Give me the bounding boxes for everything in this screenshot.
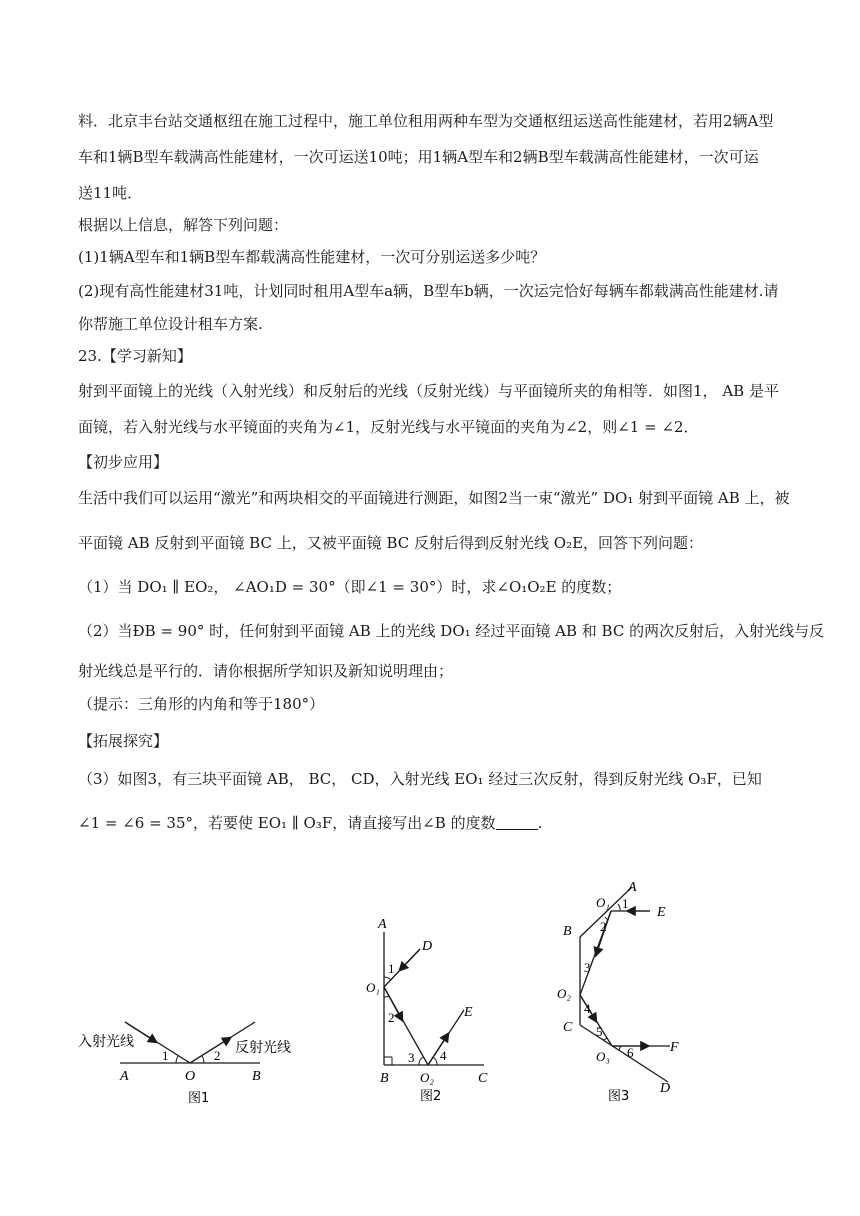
angle-4-label: 4 <box>584 1001 591 1016</box>
figure-2-caption: 图2 <box>420 1089 442 1102</box>
figure-3 <box>550 877 700 1102</box>
point-d-label: D <box>422 939 433 954</box>
point-b-label: B <box>380 1071 389 1086</box>
angle-4-label: 4 <box>440 1048 447 1063</box>
intro-line-2: 车和1辆B型车载满高性能建材，一次可运送10吨；用1辆A型车和2辆B型车载满高性能建材，一次可运 <box>78 148 759 166</box>
instruction-text: 根据以上信息，解答下列问题： <box>78 216 289 234</box>
point-a-label: A <box>378 917 387 932</box>
angle-3-label: 3 <box>408 1050 415 1065</box>
angle-5-arc <box>603 1038 607 1040</box>
problem-23-text-4: 平面镜 AB 反射到平面镜 BC 上，又被平面镜 BC 反射后得到反射光线 O₂E，回答下列问题： <box>78 534 704 552</box>
figure-2 <box>362 912 502 1102</box>
problem-23-question-2-line-1: （2）当ÐB = 90° 时，任何射到平面镜 AB 上的光线 DO₁ 经过平面镜 AB 和 BC 的两次反射后，入射光线与反 <box>78 622 825 640</box>
question-2-line-1: (2)现有高性能建材31吨，计划同时租用A型车a辆，B型车b辆，一次运完恰好每辆车都载满高性能建材.请 <box>78 282 779 300</box>
figure-1 <box>70 1010 310 1105</box>
problem-23-question-2-line-2: 射光线总是平行的．请你根据所学知识及新知说明理由； <box>78 662 454 680</box>
angle-2-label: 2 <box>600 919 607 934</box>
angle-6-label: 6 <box>627 1045 634 1060</box>
angle-2-arc <box>384 996 389 997</box>
figure-3-caption: 图3 <box>608 1089 630 1102</box>
point-e-label: E <box>657 905 666 920</box>
angle-1-arc <box>384 977 391 980</box>
question-3-text: ∠1 = ∠6 = 35°，若要使 EO₁ ∥ O₃F，请直接写出∠B 的度数 <box>78 814 496 832</box>
angle-2-label: 2 <box>388 1010 395 1025</box>
point-o3-label: O₃ <box>596 1049 610 1064</box>
angle-1-label: 1 <box>622 896 629 911</box>
point-a-label: A <box>120 1069 129 1084</box>
figure-1-caption: 图1 <box>188 1091 210 1105</box>
problem-23-question-1: （1）当 DO₁ ∥ EO₂， ∠AO₁D = 30°（即∠1 = 30°）时，求∠O₁O₂E 的度数； <box>78 578 622 596</box>
angle-2-label: 2 <box>214 1048 221 1063</box>
reflected-label: 反射光线 <box>235 1040 291 1056</box>
point-d-label: D <box>660 1081 671 1096</box>
angle-2-arc <box>202 1056 204 1063</box>
problem-23-text-3: 生活中我们可以运用“激光”和两块相交的平面镜进行测距，如图2当一束“激光” DO₁ 射到平面镜 AB 上，被 <box>78 489 790 507</box>
hint-text: （提示：三角形的内角和等于180°） <box>78 695 325 713</box>
point-o1-label: O₁ <box>596 895 610 910</box>
angle-4-arc <box>433 1057 437 1065</box>
point-a-label: A <box>628 880 637 895</box>
point-o-label: O <box>185 1069 196 1084</box>
section-extended-inquiry: 【拓展探究】 <box>78 732 169 750</box>
point-b-label: B <box>252 1069 261 1084</box>
reflected-arrow <box>190 1038 230 1063</box>
section-initial-application: 【初步应用】 <box>78 453 169 471</box>
problem-23-question-3-line-1: （3）如图3，有三块平面镜 AB， BC， CD，入射光线 EO₁ 经过三次反射，得到反射光线 O₃F，已知 <box>78 770 762 788</box>
intro-line-3: 送11吨． <box>78 184 143 202</box>
problem-23-text-1: 射到平面镜上的光线（入射光线）和反射后的光线（反射光线）与平面镜所夹的角相等．如图1， AB 是平 <box>78 382 779 400</box>
problem-23-heading: 23.【学习新知】 <box>78 347 192 365</box>
point-f-label: F <box>670 1040 679 1055</box>
problem-23-question-3-line-2 <box>78 812 782 834</box>
angle-1-arc <box>176 1056 178 1063</box>
incident-label: 入射光线 <box>78 1034 134 1050</box>
point-o2-label: O₂ <box>557 986 571 1001</box>
angle-1-arc <box>618 904 620 911</box>
intro-line-1: 料．北京丰台站交通枢纽在施工过程中，施工单位租用两种车型为交通枢纽运送高性能建材，若用2辆A型 <box>78 112 774 130</box>
angle-3-label: 3 <box>584 960 591 975</box>
mirror-cd <box>580 1025 668 1082</box>
point-b-label: B <box>563 924 572 939</box>
angle-1-label: 1 <box>388 961 395 976</box>
angle-3-arc <box>419 1057 423 1065</box>
answer-blank <box>496 815 538 830</box>
point-o2-label: O₂ <box>420 1070 434 1085</box>
point-e-label: E <box>464 1005 473 1020</box>
angle-5-label: 5 <box>596 1024 603 1039</box>
ray-d-o1-arrow <box>400 949 420 970</box>
question-1: (1)1辆A型车和1辆B型车都载满高性能建材，一次可分别运送多少吨？ <box>78 248 546 266</box>
point-c-label: C <box>563 1020 573 1035</box>
angle-1-label: 1 <box>162 1048 169 1063</box>
point-c-label: C <box>478 1071 488 1086</box>
period: . <box>537 814 543 832</box>
question-2-line-2: 你帮施工单位设计租车方案. <box>78 315 263 333</box>
point-o1-label: O₁ <box>366 980 380 995</box>
problem-23-text-2: 面镜，若入射光线与水平镜面的夹角为∠1，反射光线与水平镜面的夹角为∠2，则∠1 = ∠2． <box>78 418 699 436</box>
